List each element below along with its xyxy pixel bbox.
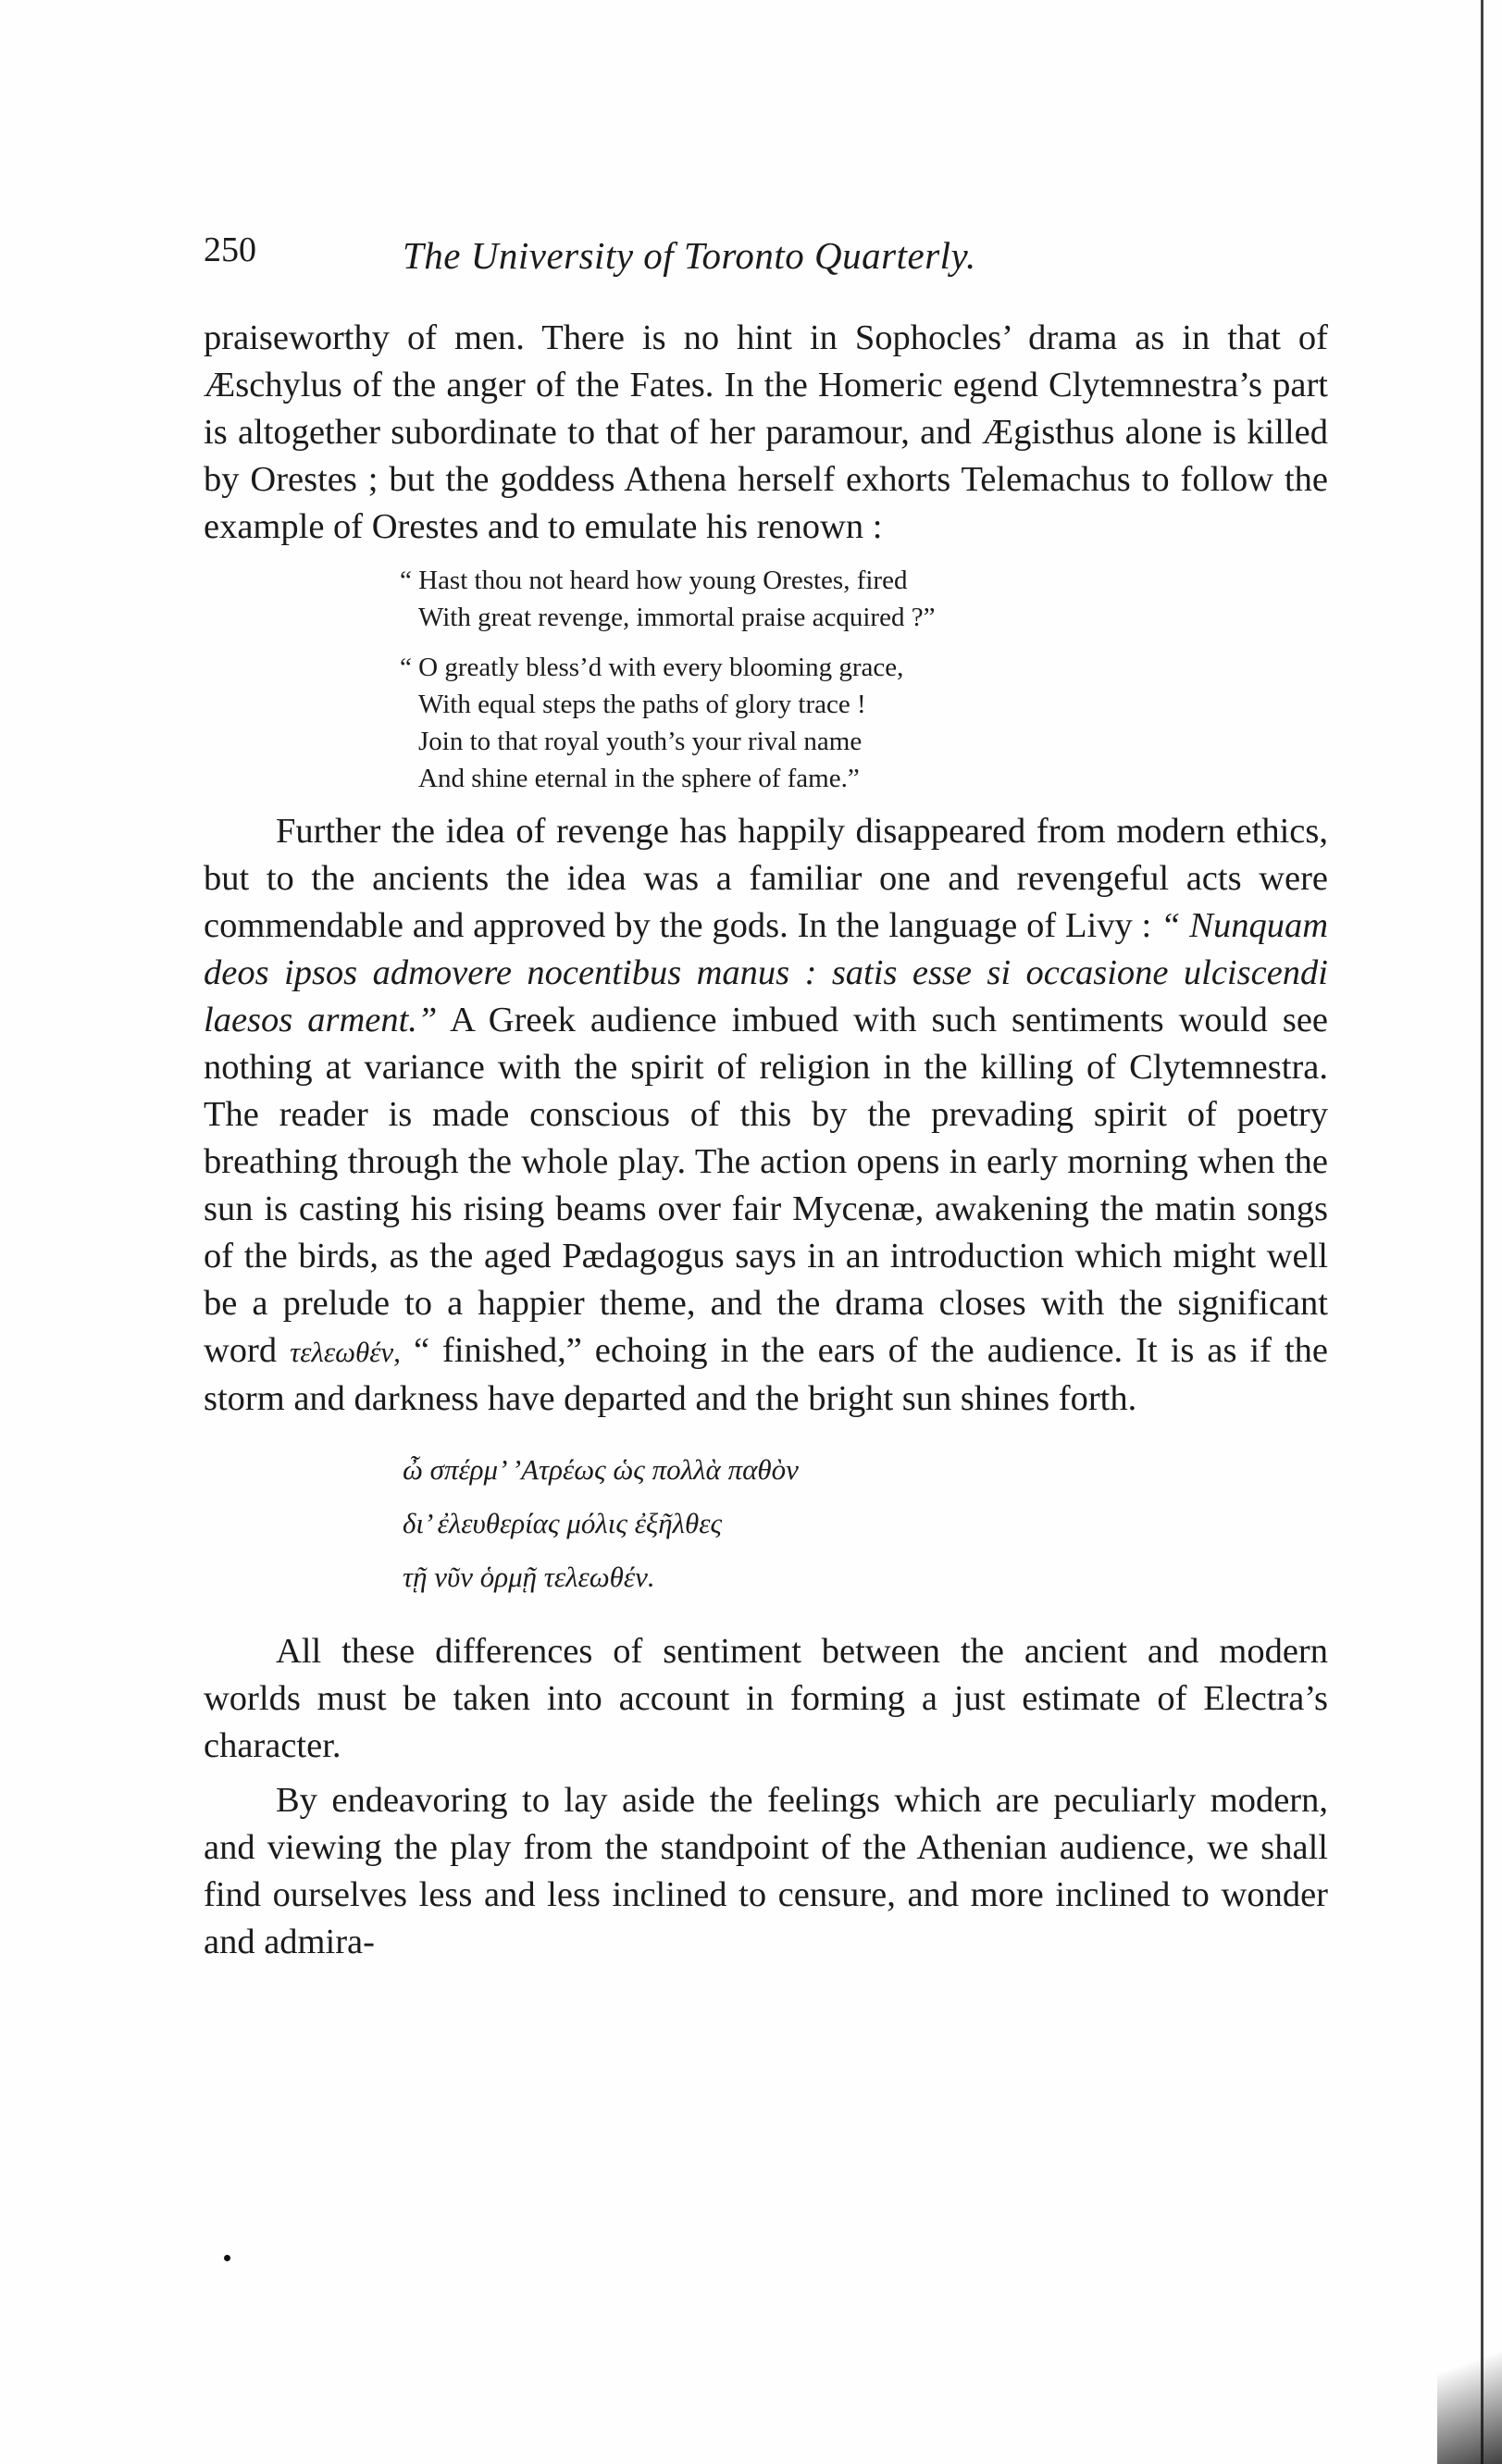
ink-speck [224, 2255, 230, 2261]
greek-word: τελεωθέν, [290, 1336, 401, 1368]
verse-line: With great revenge, immortal praise acquired ?” [418, 603, 936, 632]
paragraph-4: By endeavoring to lay aside the feelings which are peculiarly modern, and viewing the play from the standpoint of the Athenian audience, we shall find ourselves less and less inclined to censure, and more inclined to wonder and admira- [204, 1781, 1328, 1961]
verse-line: And shine eternal in the sphere of fame.” [418, 764, 860, 793]
running-title: The University of Toronto Quarterly. [403, 234, 976, 277]
paragraph-2 [204, 808, 1328, 1423]
livy-quotation: “ Nunquam deos ipsos admovere nocentibus manus : satis esse si occasione ulciscendi laesos arment.” [204, 906, 1328, 1039]
page-edge-line [1481, 0, 1491, 2464]
greek-line: δι’ ἐλευθερίας μόλις ἐξῆλθες [403, 1507, 723, 1539]
verse-quote-1 [400, 562, 1328, 636]
greek-line: τῇ νῦν ὁρμῇ τελεωθέν. [403, 1561, 655, 1593]
greek-quotation [403, 1443, 1328, 1604]
paragraph-2-text-c: “ finished,” echoing in the ears of the audience. It is as if the storm and darkness have departed and the bright sun shines forth. [204, 1331, 1328, 1418]
greek-line: ὦ σπέρμ’ ’Ατρέως ὡς πολλὰ παθὸν [403, 1453, 799, 1486]
verse-line: “ Hast thou not heard how young Orestes, fired [400, 566, 908, 595]
verse-line: Join to that royal youth’s your rival name [418, 727, 863, 756]
page-header [204, 230, 1166, 285]
paragraph-2-text-a: Further the idea of revenge has happily disappeared from modern ethics, but to the ancients the idea was a familiar one and revengeful acts were commendable and approved by the gods. In the language of Livy : [204, 812, 1328, 945]
verse-line: With equal steps the paths of glory trace ! [418, 690, 866, 719]
verse-quote-2 [400, 649, 1328, 797]
paragraph-1: praiseworthy of men. There is no hint in Sophocles’ drama as in that of Æschylus of the anger of the Fates. In the Homeric egend Clytemnestra’s part is altogether subordinate to that of her paramour, and Ægisthus alone is killed by Orestes ; but the goddess Athena herself exhorts Telemachus to follow the example of Orestes and to emulate his renown : [204, 318, 1328, 546]
page-number: 250 [204, 230, 256, 269]
paragraph-3: All these differences of sentiment between the ancient and modern worlds must be taken into account in forming a just estimate of Electra’s character. [204, 1632, 1328, 1765]
page-corner-shadow [1437, 2297, 1502, 2464]
body-text [204, 315, 1328, 1966]
verse-line: “ O greatly bless’d with every blooming grace, [400, 653, 904, 682]
paragraph-2-text-b: A Greek audience imbued with such sentiments would see nothing at variance with the spirit of religion in the killing of Clytemnestra. The reader is made conscious of this by the prevading spirit of poetry breathing through the whole play. The action opens in early morning when the sun is casting his rising beams over fair Mycenæ, awakening the matin songs of the birds, as the aged Pædagogus says in an introduction which might well be a prelude to a happier theme, and the drama closes with the significant word [204, 1001, 1328, 1370]
